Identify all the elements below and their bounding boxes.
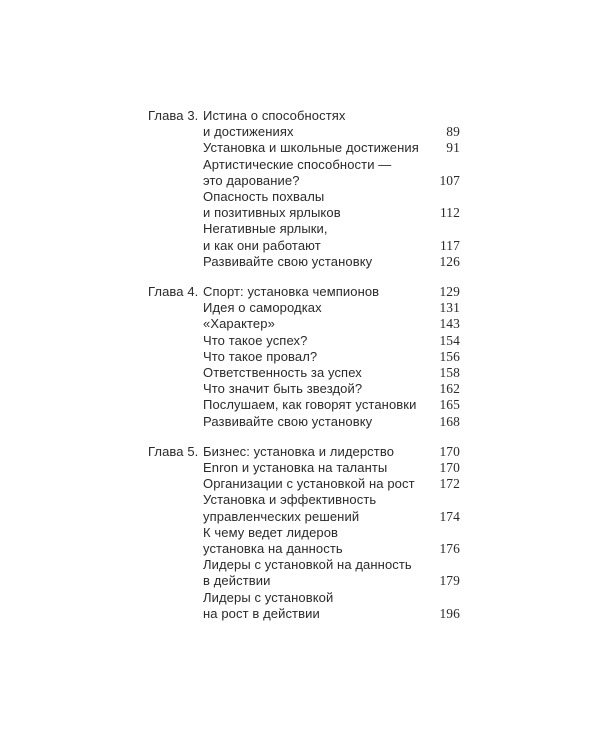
chapter-label: Глава 3. [148,108,199,123]
entry-title: Лидеры с установкой [203,589,334,605]
table-of-contents [148,108,460,622]
entry-title: на рост в действии [203,605,320,621]
toc-line [148,444,460,460]
entry-title: и достижениях [203,124,294,140]
toc-line [148,189,460,205]
entry-title: управленческих решений [203,508,360,524]
toc-line [148,333,460,349]
toc-line [148,365,460,381]
entry-title: К чему ведет лидеров [203,524,339,540]
page-number: 117 [439,237,460,253]
page-number: 176 [439,541,460,557]
toc-line [148,349,460,365]
toc-line [148,381,460,397]
page-number: 156 [439,348,460,364]
page-number: 91 [446,140,460,156]
entry-title: Опасность похвалы [203,189,325,205]
entry-title: Что такое провал? [203,348,318,364]
entry-title: Развивайте свою установку [203,413,373,429]
toc-line [148,124,460,140]
entry-title: Лидеры с установкой на данность [203,557,412,573]
toc-line [148,525,460,541]
page-number: 131 [439,300,460,316]
toc-line [148,606,460,622]
entry-title: Спорт: установка чемпионов [203,284,380,300]
page-number: 112 [439,205,460,221]
page-number: 196 [439,605,460,621]
toc-line [148,284,460,300]
entry-title: это дарование? [203,172,300,188]
page-number: 174 [439,508,460,524]
page-number: 158 [439,365,460,381]
page-number: 172 [439,476,460,492]
toc-line [148,108,460,124]
entry-title: Артистические способности — [203,156,392,172]
toc-line [148,573,460,589]
toc-line [148,140,460,156]
toc-line [148,414,460,430]
page-number: 170 [439,443,460,459]
entry-title: и как они работают [203,237,321,253]
toc-line [148,541,460,557]
entry-title: Установка и эффективность [203,492,377,508]
entry-title: Что значит быть звездой? [203,381,363,397]
toc-line [148,476,460,492]
entry-title: Организации с установкой на рост [203,476,415,492]
chapter-label: Глава 4. [148,284,199,300]
toc-line [148,492,460,508]
chapter-label: Глава 5. [148,443,199,459]
page-number: 89 [446,124,460,140]
page-number: 168 [439,413,460,429]
page-number: 170 [439,460,460,476]
entry-title: Негативные ярлыки, [203,221,328,237]
page-number: 179 [439,573,460,589]
entry-title: Истина о способностях [203,108,346,123]
toc-line [148,157,460,173]
entry-title: Ответственность за успех [203,365,362,381]
page-number: 165 [439,397,460,413]
toc-line [148,397,460,413]
page-number: 107 [439,172,460,188]
entry-title: Установка и школьные достижения [203,140,419,156]
entry-title: Послушаем, как говорят установки [203,397,417,413]
entry-title: Что такое успех? [203,332,308,348]
toc-line [148,238,460,254]
toc-line [148,316,460,332]
entry-title: Развивайте свою установку [203,253,373,269]
chapter-block [148,284,460,430]
chapter-block [148,444,460,622]
chapter-block [148,108,460,270]
page-number: 162 [439,381,460,397]
toc-line [148,205,460,221]
entry-title: в действии [203,573,271,589]
toc-line [148,460,460,476]
toc-line [148,590,460,606]
page-number: 129 [439,284,460,300]
toc-line [148,509,460,525]
toc-line [148,173,460,189]
toc-line [148,300,460,316]
entry-title: Enron и установка на таланты [203,460,388,476]
entry-title: Бизнес: установка и лидерство [203,443,395,459]
toc-line [148,557,460,573]
entry-title: Идея о самородках [203,300,322,316]
entry-title: установка на данность [203,541,343,557]
entry-title: и позитивных ярлыков [203,205,341,221]
page-number: 154 [439,332,460,348]
page-number: 126 [439,253,460,269]
toc-line [148,221,460,237]
entry-title: «Характер» [203,316,275,332]
toc-line [148,254,460,270]
page-number: 143 [439,316,460,332]
